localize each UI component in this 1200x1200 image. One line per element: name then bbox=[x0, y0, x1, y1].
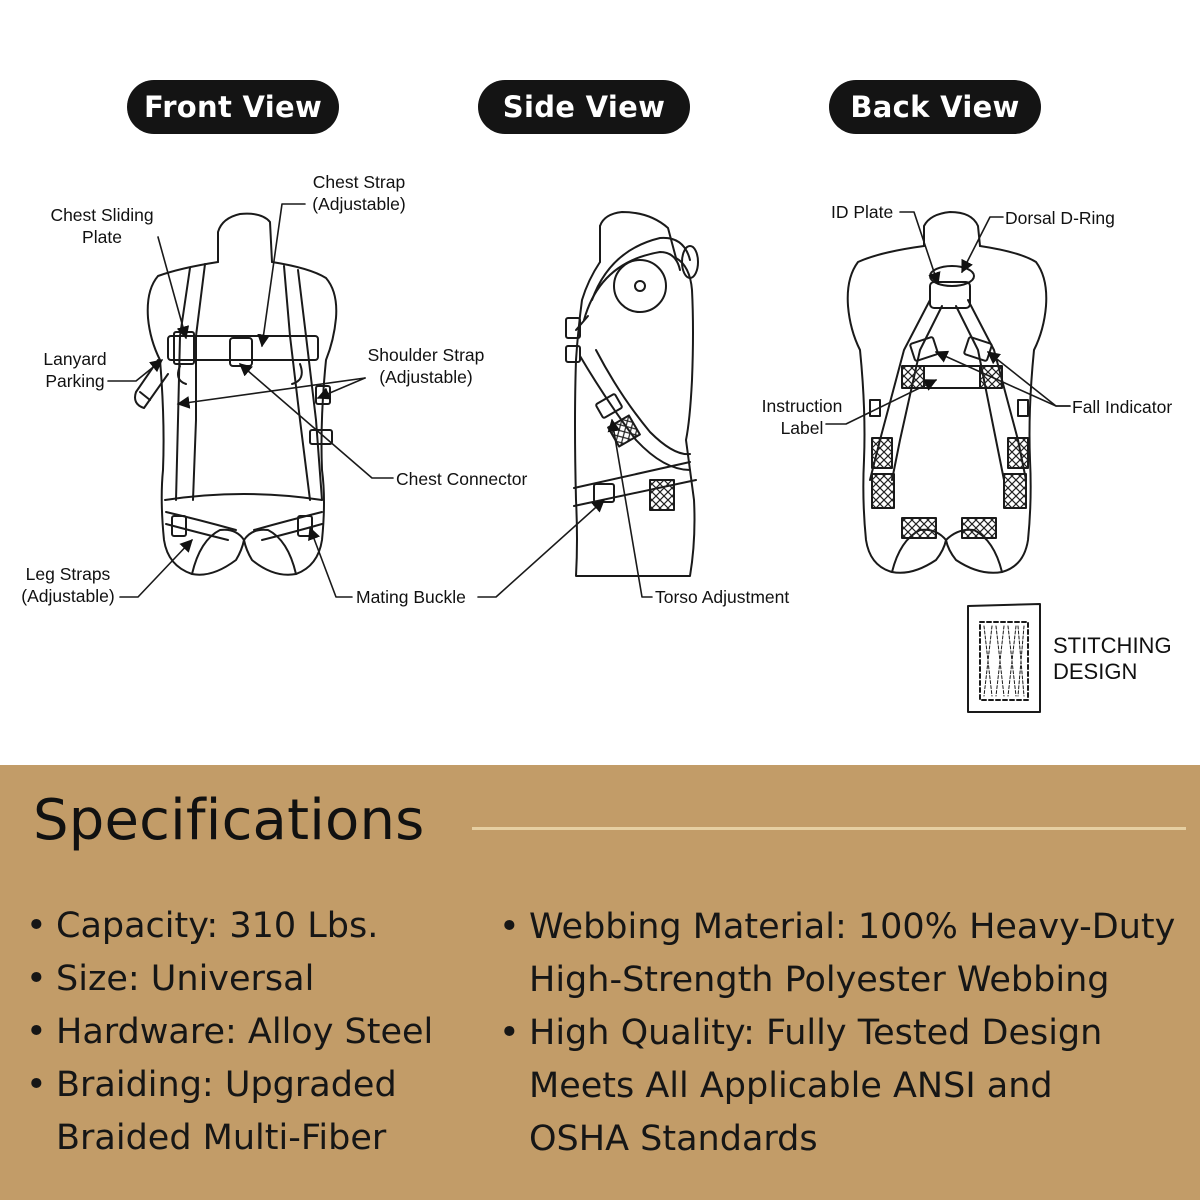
specs-right-column bbox=[499, 901, 1175, 1166]
side-mannequin bbox=[575, 212, 695, 576]
label-mating-buckle: Mating Buckle bbox=[356, 587, 466, 607]
label-leg-straps: Leg Straps (Adjustable) bbox=[21, 564, 115, 606]
label-stitching-design: STITCHING DESIGN bbox=[1053, 633, 1172, 684]
label-shoulder-strap: Shoulder Strap (Adjustable) bbox=[367, 345, 485, 387]
spec-item-quality: • High Quality: Fully Tested Design Meets All Applicable ANSI and OSHA Standards bbox=[499, 1007, 1175, 1166]
side-harness bbox=[566, 238, 698, 510]
label-dorsal-d-ring: Dorsal D-Ring bbox=[1005, 208, 1115, 228]
bullet: • bbox=[26, 1012, 47, 1052]
bullet: • bbox=[499, 1013, 520, 1053]
label-lanyard-parking: Lanyard Parking bbox=[43, 349, 107, 391]
label-instruction-label: Instruction Label bbox=[761, 396, 843, 438]
spec-item-hardware: • Hardware: Alloy Steel bbox=[26, 1006, 433, 1059]
front-view-title: Front View bbox=[127, 80, 339, 134]
stitching-design-icon bbox=[968, 604, 1040, 712]
back-harness bbox=[870, 266, 1028, 538]
label-chest-connector: Chest Connector bbox=[396, 469, 528, 489]
spec-item-capacity: • Capacity: 310 Lbs. bbox=[26, 900, 433, 953]
label-id-plate: ID Plate bbox=[831, 202, 894, 222]
label-chest-strap: Chest Strap (Adjustable) bbox=[312, 172, 406, 214]
bullet: • bbox=[26, 1065, 47, 1105]
label-torso-adjustment: Torso Adjustment bbox=[655, 587, 790, 607]
front-harness bbox=[135, 264, 332, 540]
back-view-title: Back View bbox=[829, 80, 1041, 134]
bullet: • bbox=[26, 959, 47, 999]
front-mannequin bbox=[148, 214, 337, 575]
spec-item-braiding: • Braiding: Upgraded Braided Multi-Fiber bbox=[26, 1059, 433, 1165]
spec-item-webbing: • Webbing Material: 100% Heavy-Duty High-Strength Polyester Webbing bbox=[499, 901, 1175, 1007]
spec-item-size: • Size: Universal bbox=[26, 953, 433, 1006]
bullet: • bbox=[499, 907, 520, 947]
title-divider bbox=[472, 827, 1186, 830]
side-view-title: Side View bbox=[478, 80, 690, 134]
specs-left-column bbox=[26, 900, 433, 1165]
label-chest-sliding-plate: Chest Sliding Plate bbox=[50, 205, 154, 247]
label-fall-indicator: Fall Indicator bbox=[1072, 397, 1173, 417]
bullet: • bbox=[26, 906, 47, 946]
specifications-title: Specifications bbox=[33, 788, 425, 853]
